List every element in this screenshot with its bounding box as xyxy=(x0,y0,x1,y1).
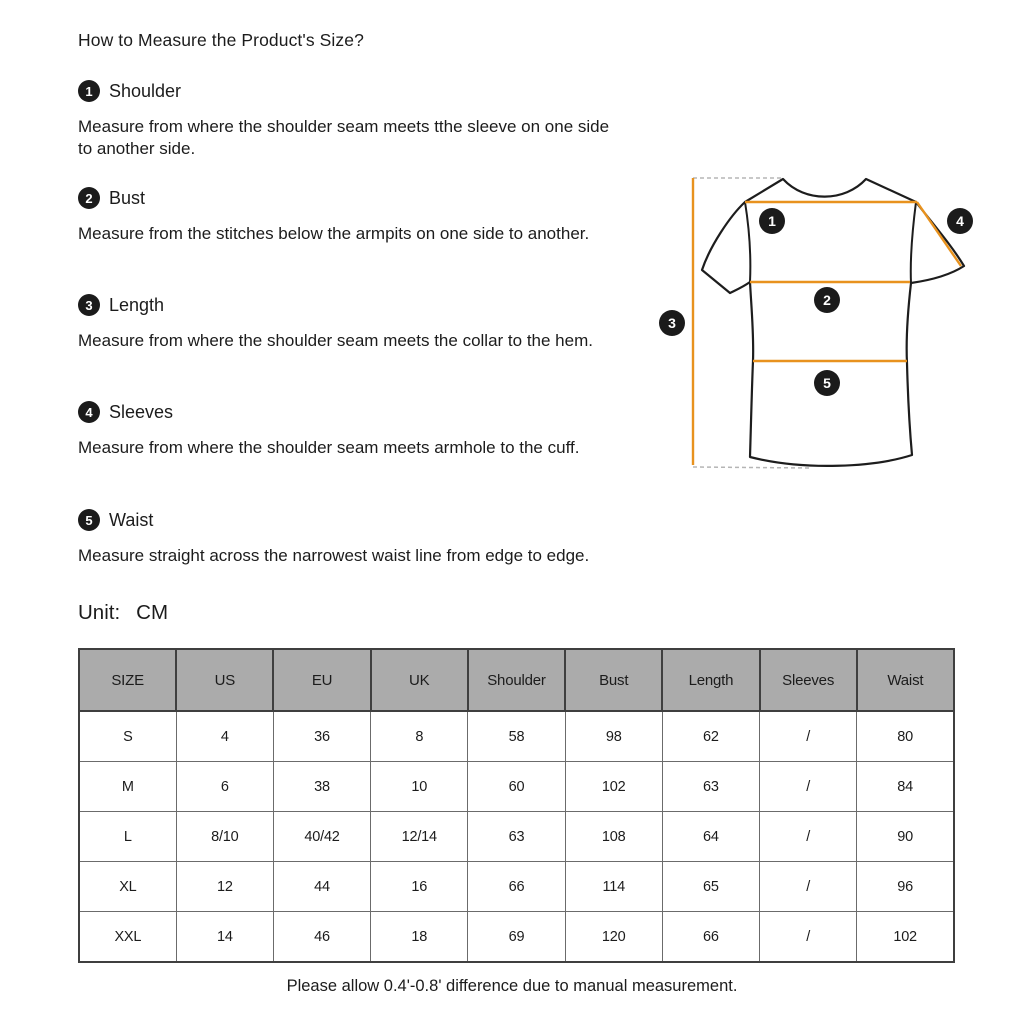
cell: 46 xyxy=(273,912,370,963)
cell: / xyxy=(760,912,857,963)
header-length: Length xyxy=(662,649,759,711)
cell: 96 xyxy=(857,862,954,912)
cell: 10 xyxy=(371,762,468,812)
cell: 58 xyxy=(468,711,565,762)
instruction-label-waist: Waist xyxy=(109,509,154,530)
header-shoulder: Shoulder xyxy=(468,649,565,711)
header-waist: Waist xyxy=(857,649,954,711)
svg-text:5: 5 xyxy=(823,375,831,391)
diagram-marker-5 xyxy=(814,370,840,396)
cell: 69 xyxy=(468,912,565,963)
cell: / xyxy=(760,711,857,762)
instruction-heading-bust xyxy=(78,187,145,209)
step-4-badge: 4 xyxy=(78,401,100,423)
svg-text:2: 2 xyxy=(823,292,831,308)
unit-value: CM xyxy=(136,601,169,624)
cell: 64 xyxy=(662,812,759,862)
instruction-heading-shoulder xyxy=(78,80,181,102)
cell: 108 xyxy=(565,812,662,862)
cell: 120 xyxy=(565,912,662,963)
table-row-l xyxy=(79,812,954,862)
header-eu: EU xyxy=(273,649,370,711)
diagram-marker-4 xyxy=(947,208,973,234)
instruction-desc-sleeves: Measure from where the shoulder seam meets armhole to the cuff. xyxy=(78,438,580,457)
page-title: How to Measure the Product's Size? xyxy=(78,30,364,50)
header-size: SIZE xyxy=(79,649,176,711)
tshirt-measurement-diagram xyxy=(650,148,1020,493)
unit-indicator xyxy=(78,601,168,625)
cell: 14 xyxy=(176,912,273,963)
cell: 4 xyxy=(176,711,273,762)
header-us: US xyxy=(176,649,273,711)
tshirt-outline xyxy=(702,179,964,466)
cell: 36 xyxy=(273,711,370,762)
instruction-desc-length: Measure from where the shoulder seam meets the collar to the hem. xyxy=(78,331,593,350)
step-5-badge: 5 xyxy=(78,509,100,531)
diagram-marker-1 xyxy=(759,208,785,234)
cell: 62 xyxy=(662,711,759,762)
cell: M xyxy=(79,762,176,812)
diagram-marker-2 xyxy=(814,287,840,313)
cell: 44 xyxy=(273,862,370,912)
size-table-header-row xyxy=(79,649,954,711)
instruction-heading-sleeves xyxy=(78,401,173,423)
diagram-marker-3 xyxy=(659,310,685,336)
svg-text:1: 1 xyxy=(768,213,776,229)
cell: 63 xyxy=(662,762,759,812)
cell: 12 xyxy=(176,862,273,912)
cell: / xyxy=(760,762,857,812)
step-3-badge: 3 xyxy=(78,294,100,316)
instruction-desc-shoulder: Measure from where the shoulder seam meets tthe sleeve on one side to another side. xyxy=(78,117,610,158)
cell: 6 xyxy=(176,762,273,812)
cell: XXL xyxy=(79,912,176,963)
table-row-s xyxy=(79,711,954,762)
cell: 8/10 xyxy=(176,812,273,862)
cell: 63 xyxy=(468,812,565,862)
cell: 102 xyxy=(857,912,954,963)
table-row-m xyxy=(79,762,954,812)
cell: 38 xyxy=(273,762,370,812)
cell: 12/14 xyxy=(371,812,468,862)
cell: 60 xyxy=(468,762,565,812)
cell: 114 xyxy=(565,862,662,912)
cell: 90 xyxy=(857,812,954,862)
instruction-heading-waist xyxy=(78,509,153,531)
instruction-label-shoulder: Shoulder xyxy=(109,80,182,101)
cell: 8 xyxy=(371,711,468,762)
cell: 65 xyxy=(662,862,759,912)
instruction-label-sleeves: Sleeves xyxy=(109,401,174,422)
cell: / xyxy=(760,862,857,912)
instruction-desc-waist: Measure straight across the narrowest waist line from edge to edge. xyxy=(78,546,590,565)
table-row-xl xyxy=(79,862,954,912)
cell: 66 xyxy=(468,862,565,912)
cell: 18 xyxy=(371,912,468,963)
cell: S xyxy=(79,711,176,762)
measurement-disclaimer: Please allow 0.4'-0.8' difference due to manual measurement. xyxy=(286,977,738,995)
unit-label: Unit: xyxy=(78,601,121,624)
cell: 98 xyxy=(565,711,662,762)
instruction-label-bust: Bust xyxy=(109,187,146,208)
table-row-xxl xyxy=(79,912,954,963)
svg-text:4: 4 xyxy=(956,213,964,229)
instruction-label-length: Length xyxy=(109,294,165,315)
cell: L xyxy=(79,812,176,862)
header-uk: UK xyxy=(371,649,468,711)
instruction-heading-length xyxy=(78,294,164,316)
svg-text:3: 3 xyxy=(668,315,676,331)
cell: 80 xyxy=(857,711,954,762)
instruction-desc-bust: Measure from the stitches below the armpits on one side to another. xyxy=(78,224,590,243)
cell: / xyxy=(760,812,857,862)
cell: 40/42 xyxy=(273,812,370,862)
cell: 102 xyxy=(565,762,662,812)
step-1-badge: 1 xyxy=(78,80,100,102)
header-sleeves: Sleeves xyxy=(760,649,857,711)
cell: 84 xyxy=(857,762,954,812)
header-bust: Bust xyxy=(565,649,662,711)
cell: 16 xyxy=(371,862,468,912)
cell: XL xyxy=(79,862,176,912)
step-2-badge: 2 xyxy=(78,187,100,209)
size-chart-table xyxy=(78,648,955,963)
cell: 66 xyxy=(662,912,759,963)
bottom-dashed-guide xyxy=(693,467,810,468)
